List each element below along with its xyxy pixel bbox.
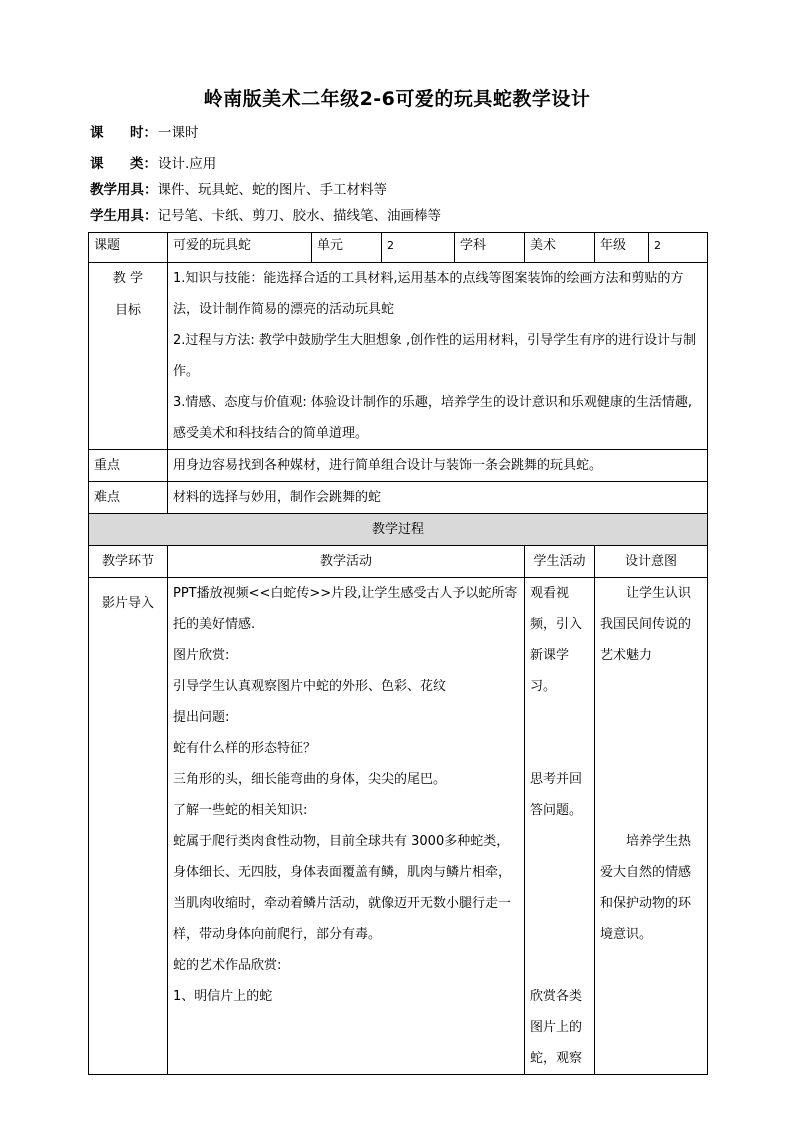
lesson-hours-value: 一课时: [158, 125, 199, 141]
student-activity-3: 欣赏各类图片上的蛇，观察: [530, 989, 583, 1066]
stage-cell: 影片导入: [89, 578, 168, 1075]
lesson-hours-label-2: 时：: [130, 125, 157, 141]
col-activity-header: 教学活动: [168, 546, 525, 578]
student-tools-label: 学生用具：: [90, 208, 158, 224]
col-student-header: 学生活动: [525, 546, 595, 578]
activity-video: PPT播放视频<<白蛇传>>片段,让学生感受古人予以蛇所寄托的美好情感.: [173, 586, 518, 632]
intent-1: 让学生认识我国民间传说的艺术魅力: [600, 586, 692, 663]
activity-answer: 三角形的头，细长能弯曲的身体，尖尖的尾巴。: [173, 772, 447, 787]
student-tools-value: 记号笔、卡纸、剪刀、胶水、描线笔、油画棒等: [157, 208, 441, 224]
difficulty-row: [89, 482, 708, 514]
process-header-row: [89, 514, 708, 546]
document-title: 岭南版美术二年级2-6可爱的玩具蛇教学设计: [203, 88, 591, 110]
key-point-row: [89, 450, 708, 482]
col-stage-header: 教学环节: [89, 546, 168, 578]
col-intent-header: 设计意图: [595, 546, 708, 578]
lesson-hours-label-1: 课: [90, 125, 104, 141]
lesson-type-label-1: 课: [90, 156, 104, 172]
teaching-tools-value: 课件、玩具蛇、蛇的图片、手工材料等: [157, 182, 387, 198]
goals-row: [89, 263, 708, 450]
student-activity-2: 思考并回答问题。: [530, 772, 583, 818]
topic-label: 课题: [89, 233, 168, 263]
student-tools-line: [90, 206, 441, 226]
process-columns-row: [89, 546, 708, 578]
activity-cell: [168, 578, 525, 1075]
difficulty-label: 难点: [89, 482, 168, 514]
intent-cell: [595, 578, 708, 1075]
student-activity-1: 观看视频，引入新课学习。: [530, 586, 583, 694]
teaching-tools-label: 教学用具：: [90, 182, 158, 198]
grade-label: 年级: [595, 233, 649, 263]
goal-knowledge: 1.知识与技能：能选择合适的工具材料,运用基本的点线等图案装饰的绘画方法和剪贴的方法，设计制作简易的漂亮的活动玩具蛇: [173, 271, 684, 317]
activity-postcard: 1、明信片上的蛇: [173, 989, 273, 1004]
activity-question-label: 提出问题:: [173, 710, 230, 725]
goals-content: [168, 263, 708, 450]
key-point-value: 用身边容易找到各种媒材，进行简单组合设计与装饰一条会跳舞的玩具蛇。: [168, 450, 708, 482]
subject-label: 学科: [455, 233, 525, 263]
goals-label: 教 学 目标: [89, 263, 168, 450]
lesson-type-value: 设计.应用: [158, 156, 217, 172]
activity-art-label: 蛇的艺术作品欣赏:: [173, 958, 282, 973]
activity-knowledge: 蛇属于爬行类肉食性动物，目前全球共有 3000多种蛇类，身体细长、无四肢，身体表面覆盖有鳞，肌肉与鳞片相牵，当肌肉收缩时，牵动着鳞片活动，就像迈开无数小腿行走一样，带动身体向前爬行，部分有毒。: [173, 834, 512, 942]
unit-label: 单元: [312, 233, 382, 263]
lesson-type-label-2: 类：: [130, 156, 157, 172]
activity-question: 蛇有什么样的形态特征？: [173, 741, 317, 756]
teaching-tools-line: [90, 180, 387, 200]
activity-observe: 引导学生认真观察图片中蛇的外形、色彩、花纹: [173, 679, 447, 694]
intent-2: 培养学生热爱大自然的情感和保护动物的环境意识。: [600, 834, 692, 942]
lesson-type-line: [90, 154, 216, 174]
activity-image-appreciation: 图片欣赏:: [173, 648, 230, 663]
info-row: [89, 233, 708, 263]
subject-value: 美术: [525, 233, 595, 263]
grade-value: 2: [649, 233, 708, 263]
lesson-hours-line: [90, 123, 199, 143]
student-cell: [525, 578, 595, 1075]
process-header: 教学过程: [89, 514, 708, 546]
goal-emotion: 3.情感、态度与价值观: 体验设计制作的乐趣，培养学生的设计意识和乐观健康的生活情趣,感受美术和科技结合的简单道理。: [173, 395, 693, 441]
goal-process: 2.过程与方法: 教学中鼓励学生大胆想象 ,创作性的运用材料，引导学生有序的进行设计与制作。: [173, 333, 697, 379]
unit-value: 2: [382, 233, 455, 263]
difficulty-value: 材料的选择与妙用，制作会跳舞的蛇: [168, 482, 708, 514]
topic-value: 可爱的玩具蛇: [168, 233, 312, 263]
activity-knowledge-label: 了解一些蛇的相关知识:: [173, 803, 308, 818]
process-row-intro: [89, 578, 708, 1075]
key-point-label: 重点: [89, 450, 168, 482]
lesson-plan-table: [88, 232, 708, 1075]
